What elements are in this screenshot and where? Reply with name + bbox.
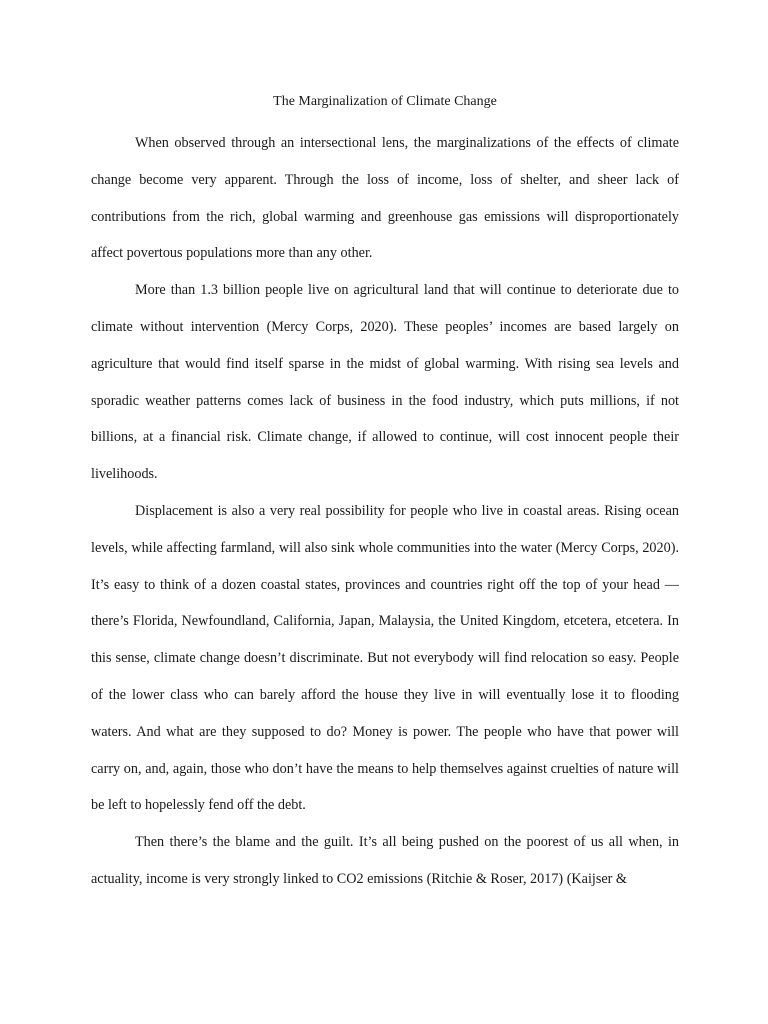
paragraph-displacement: Displacement is also a very real possibility for people who live in coastal areas. Rising ocean levels, while affecting farmland, will also sink whole communities into the water (Mercy Corps, 2020). It’s easy to think of a dozen coastal states, provinces and countries right off the top of your head — there’s Florida, Newfoundland, California, Japan, Malaysia, the United Kingdom, etcetera, etcetera. In this sense, climate change doesn’t discriminate. But not everybody will find relocation so easy. People of the lower class who can barely afford the house they live in will eventually lose it to flooding waters. And what are they supposed to do? Money is power. The people who have that power will carry on, and, again, those who don’t have the means to help themselves against cruelties of nature will be left to hopelessly fend off the debt. (91, 502, 679, 814)
paragraph-intro: When observed through an intersectional lens, the marginalizations of the effects of climate change become very apparent. Through the loss of income, loss of shelter, and sheer lack of contributions from the rich, global warming and greenhouse gas emissions will disproportionately affect povertous populations more than any other. (91, 135, 679, 262)
document-body (91, 125, 679, 898)
document-title: The Marginalization of Climate Change (273, 94, 497, 109)
paragraph-blame: Then there’s the blame and the guilt. It’s all being pushed on the poorest of us all when, in actuality, income is very strongly linked to CO2 emissions (Ritchie & Roser, 2017) (Kaijser & (91, 834, 679, 887)
paragraph-income: More than 1.3 billion people live on agricultural land that will continue to deteriorate due to climate without intervention (Mercy Corps, 2020). These peoples’ incomes are based largely on agriculture that would find itself sparse in the midst of global warming. With rising sea levels and sporadic weather patterns comes lack of business in the food industry, which puts millions, if not billions, at a financial risk. Climate change, if allowed to continue, will cost innocent people their livelihoods. (91, 282, 679, 483)
